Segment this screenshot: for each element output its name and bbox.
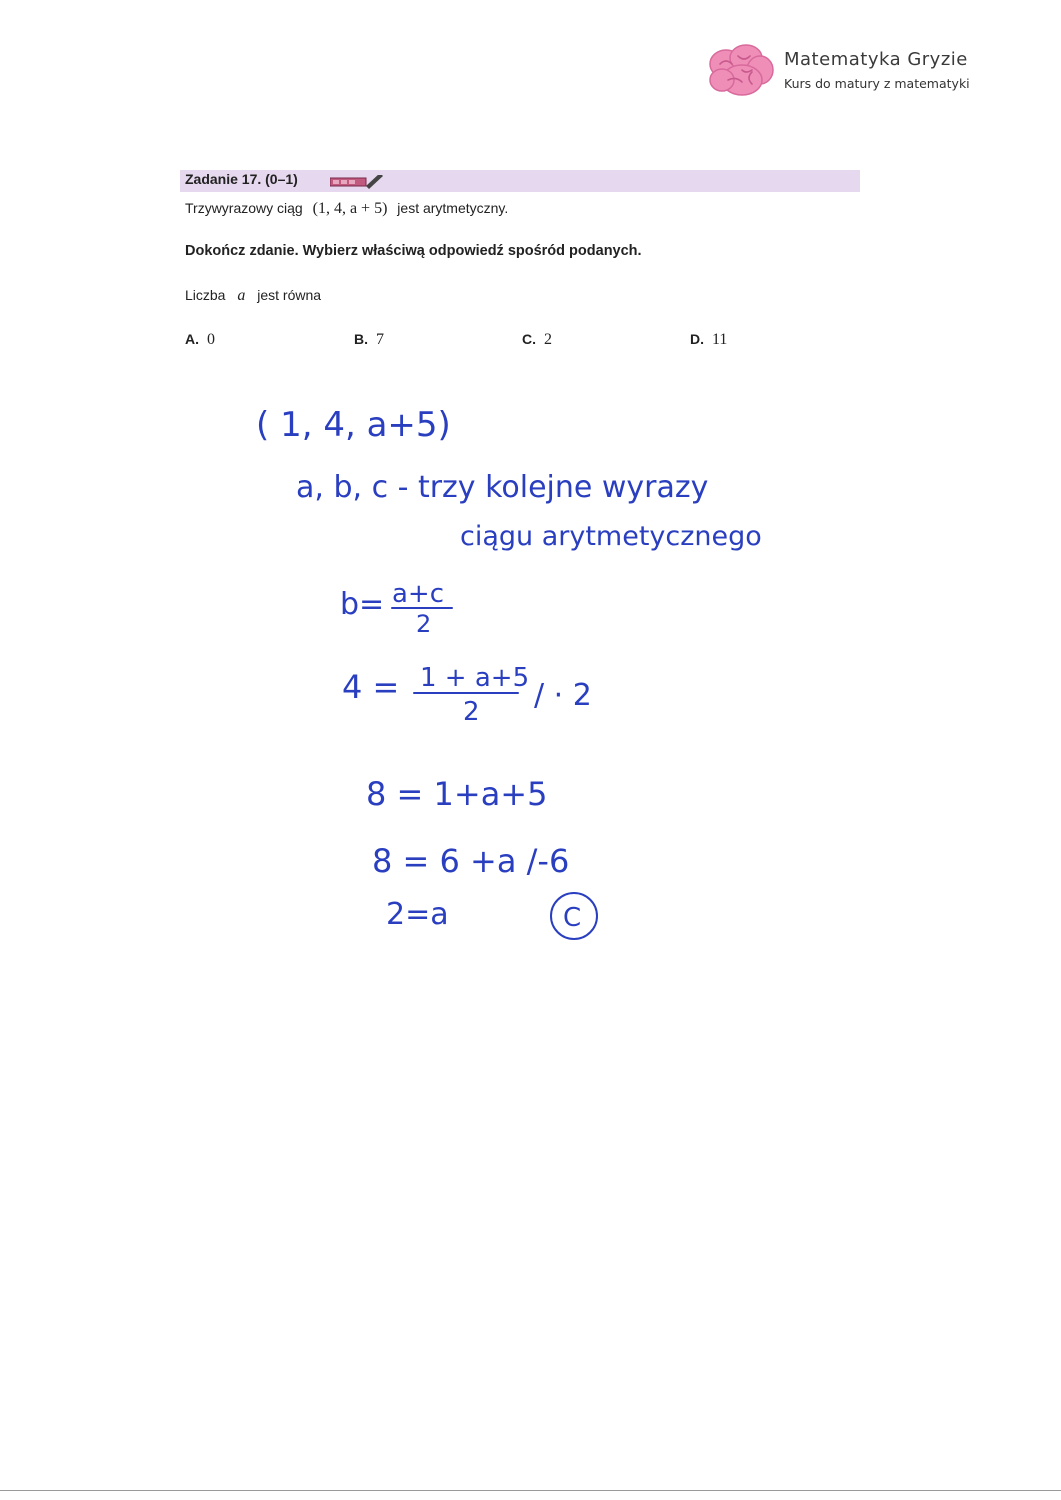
solution-definition-cont: ciągu arytmetycznego (460, 521, 762, 552)
eq3: 8 = 6 +a /-6 (372, 842, 570, 880)
option-a-value: 0 (207, 331, 215, 348)
option-a[interactable] (185, 331, 215, 349)
eq1-denominator: 2 (463, 697, 480, 727)
brain-icon (706, 42, 776, 100)
solution-definition: a, b, c - trzy kolejne wyrazy (296, 470, 709, 505)
brand-tagline: Kurs do matury z matematyki (784, 76, 970, 91)
eq1-lhs: 4 = (342, 668, 400, 706)
option-d-label: D. (690, 331, 704, 347)
sequence-expression: (1, 4, a + 5) (312, 200, 388, 217)
eq4: 2=a (386, 897, 449, 932)
option-b-value: 7 (376, 331, 384, 348)
task-title: Zadanie 17. (0–1) (185, 171, 298, 187)
option-d[interactable] (690, 331, 727, 349)
eq1-operation: / · 2 (534, 678, 592, 713)
liczba-end: jest równa (257, 287, 322, 303)
stem-end: jest arytmetyczny. (397, 200, 509, 216)
eq2: 8 = 1+a+5 (366, 775, 548, 813)
solution-sequence: ( 1, 4, a+5) (256, 405, 451, 445)
page-bottom-rule (0, 1490, 1061, 1491)
liczba-label: Liczba (185, 287, 226, 303)
option-d-value: 11 (712, 331, 728, 348)
option-b-label: B. (354, 331, 368, 347)
answer-circle-mark (551, 893, 597, 939)
option-c[interactable] (522, 331, 552, 349)
brand-logo (706, 42, 1006, 102)
option-b[interactable] (354, 331, 384, 349)
difficulty-pencil-icon (330, 175, 384, 189)
answer-letter: C (563, 903, 582, 933)
prompt-line (185, 287, 321, 305)
option-c-value: 2 (544, 331, 552, 348)
formula-denominator: 2 (416, 610, 432, 638)
option-a-label: A. (185, 331, 199, 347)
brand-name: Matematyka Gryzie (784, 49, 968, 70)
formula-lhs: b= (340, 587, 385, 622)
stem-text: Trzywyrazowy ciąg (185, 200, 303, 216)
option-c-label: C. (522, 331, 536, 347)
instruction-text: Dokończ zdanie. Wybierz właściwą odpowiedź spośród podanych. (185, 243, 642, 259)
question-stem (185, 200, 508, 218)
liczba-variable: a (237, 287, 246, 304)
formula-numerator: a+c (392, 579, 445, 609)
eq1-numerator: 1 + a+5 (420, 663, 530, 693)
